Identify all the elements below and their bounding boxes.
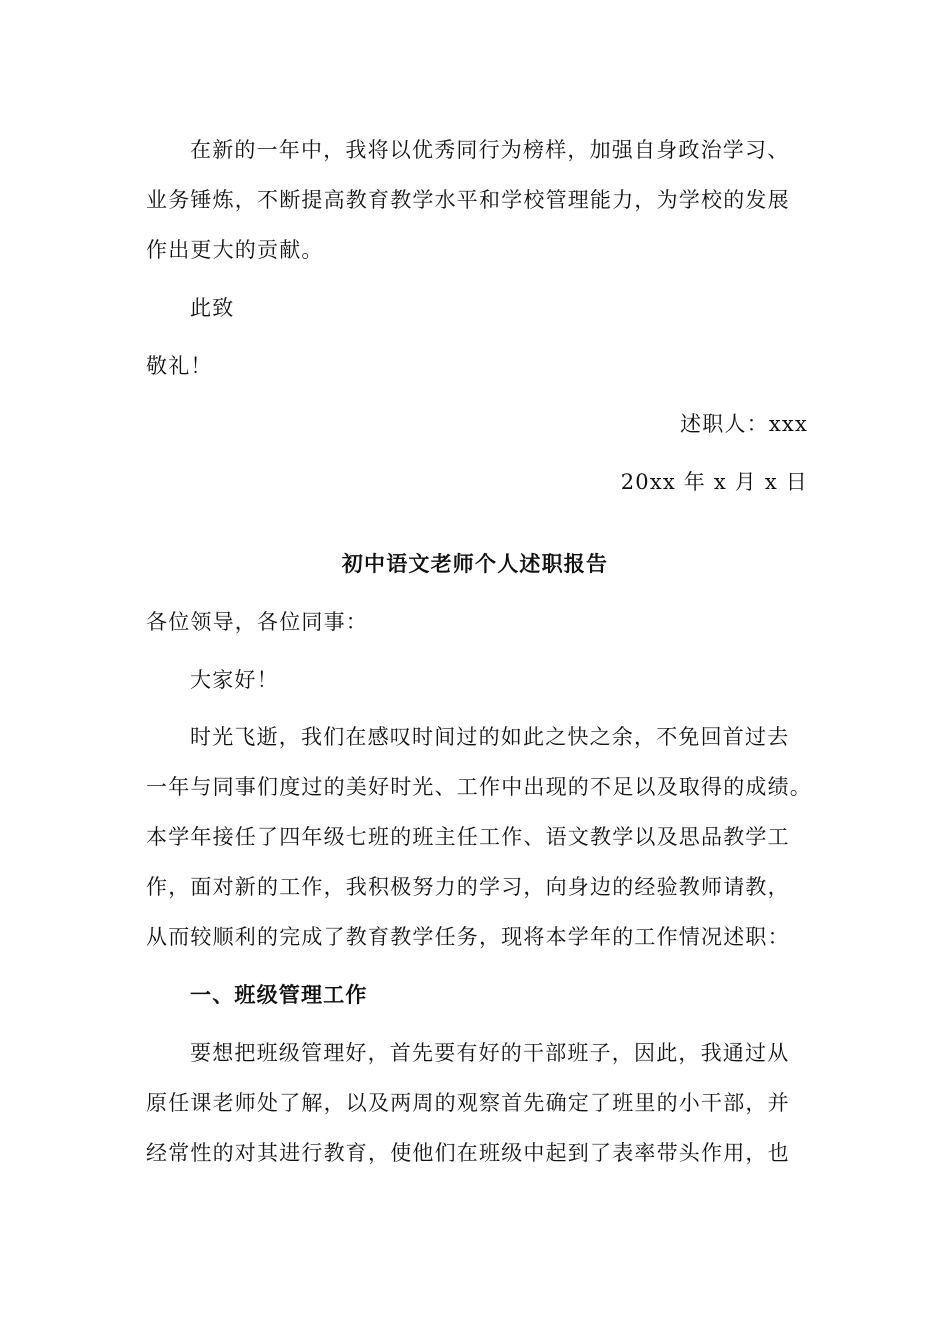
section-1-line-1: 要想把班级管理好，首先要有好的干部班子，因此，我通过从 bbox=[190, 1041, 790, 1065]
closing-paragraph-line-3: 作出更大的贡献。 bbox=[146, 238, 324, 262]
salutation: 各位领导，各位同事： bbox=[146, 610, 368, 634]
intro-line-1: 时光飞逝，我们在感叹时间过的如此之快之余，不免回首过去 bbox=[190, 725, 790, 749]
intro-line-3: 本学年接任了四年级七班的班主任工作、语文教学以及思品教学工 bbox=[146, 825, 790, 849]
closing-phrase-1: 此致 bbox=[190, 296, 235, 320]
section-1-line-3: 经常性的对其进行教育，使他们在班级中起到了表率带头作用，也 bbox=[146, 1141, 790, 1165]
closing-paragraph-line-2: 业务锤炼，不断提高教育教学水平和学校管理能力，为学校的发展 bbox=[146, 188, 790, 212]
date: 20xx 年 x 月 x 日 bbox=[620, 470, 808, 494]
signature: 述职人：xxx bbox=[680, 412, 808, 436]
intro-line-2: 一年与同事们度过的美好时光、工作中出现的不足以及取得的成绩。 bbox=[146, 775, 812, 799]
report-title: 初中语文老师个人述职报告 bbox=[341, 552, 609, 576]
intro-line-5: 从而较顺利的完成了教育教学任务，现将本学年的工作情况述职： bbox=[146, 925, 790, 949]
closing-phrase-2: 敬礼！ bbox=[146, 354, 213, 378]
greeting: 大家好！ bbox=[190, 668, 279, 692]
intro-line-4: 作，面对新的工作，我积极努力的学习，向身边的经验教师请教， bbox=[146, 875, 790, 899]
closing-paragraph-line-1: 在新的一年中，我将以优秀同行为榜样，加强自身政治学习、 bbox=[190, 138, 790, 162]
section-1-line-2: 原任课老师处了解，以及两周的观察首先确定了班里的小干部，并 bbox=[146, 1091, 790, 1115]
section-1-heading: 一、班级管理工作 bbox=[190, 983, 368, 1007]
